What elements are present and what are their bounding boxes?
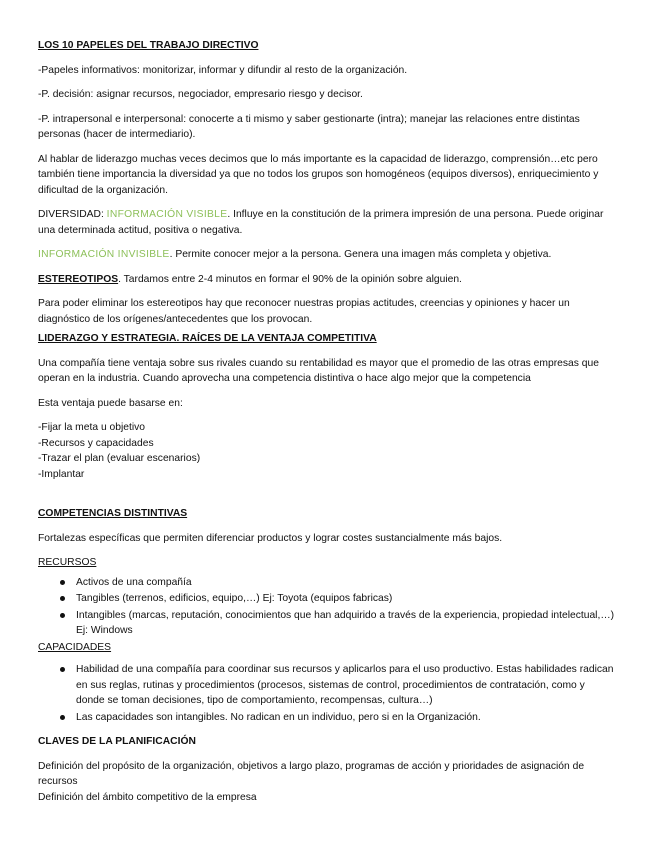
diversidad-label: DIVERSIDAD: [38,209,107,220]
subheading-capacidades: CAPACIDADES [38,641,112,653]
paragraph: Esta ventaja puede basarse en: [38,397,183,409]
list-item: Las capacidades son intangibles. No radican en un individuo, pero si en la Organización. [76,710,615,726]
paragraph-estereotipos [38,272,615,288]
paragraph-diversidad [38,207,615,238]
paragraph: Fortalezas específicas que permiten diferenciar productos y lograr costes sustancialmente más bajos. [38,532,503,544]
ventaja-list [38,420,615,482]
paragraph: Definición del ámbito competitivo de la empresa [38,791,257,803]
diversidad-text: . Influye en la constitución de la primera impresión de una persona. Puede originar una determinada actitud, positiva o negativa. [38,209,604,236]
list-item: -Recursos y capacidades [38,437,154,449]
estereotipos-text: . Tardamos entre 2-4 minutos en formar el 90% de la opinión sobre alguien. [118,273,462,285]
info-visible-term: INFORMACIÓN VISIBLE [106,209,228,220]
paragraph: -Papeles informativos: monitorizar, informar y difundir al resto de la organización. [38,64,408,76]
paragraph: Al hablar de liderazgo muchas veces decimos que lo más importante es la capacidad de liderazgo, comprensión…etc pero también tiene importancia la diversidad ya que no todos los grupos son homogéneos (equipos diversos), enriquecimiento y dificultad de la organización. [38,153,599,196]
info-invisible-term: INFORMACIÓN INVISIBLE [38,249,170,260]
list-item: Tangibles (terrenos, edificios, equipo,…) Ej: Toyota (equipos fabricas) [76,591,615,607]
list-item: Habilidad de una compañía para coordinar sus recursos y aplicarlos para el uso productivo. Estas habilidades radican en sus reglas, rutinas y procedimientos (procesos, sistemas de control, procedimientos de contratación, como y donde se toman decisiones, tipo de comportamiento, recompensas, cultura…) [76,662,615,709]
heading-papeles: LOS 10 PAPELES DEL TRABAJO DIRECTIVO [38,40,259,51]
paragraph: Una compañía tiene ventaja sobre sus rivales cuando su rentabilidad es mayor que el promedio de las otras empresas que operan en la industria. Cuando aprovecha una competencia distintiva o hace algo mejor que la competencia [38,357,599,384]
subheading-recursos: RECURSOS [38,557,97,568]
heading-competencias: COMPETENCIAS DISTINTIVAS [38,508,188,519]
recursos-list [38,575,615,639]
paragraph: -P. intrapersonal e interpersonal: conocerte a ti mismo y saber gestionarte (intra); manejar las relaciones entre distintas personas (hacer de intermediario). [38,113,580,140]
invisible-text: . Permite conocer mejor a la persona. Genera una imagen más completa y objetiva. [169,249,552,260]
list-item: -Fijar la meta u objetivo [38,422,146,433]
estereotipos-term: ESTEREOTIPOS [38,273,119,285]
paragraph: -P. decisión: asignar recursos, negociador, empresario riesgo y decisor. [38,89,363,100]
paragraph: Para poder eliminar los estereotipos hay que reconocer nuestras propias actitudes, creencias y opiniones y hacer un diagnóstico de los orígenes/antecedentes que los provocan. [38,298,570,325]
paragraph-invisible [38,247,615,263]
heading-claves: CLAVES DE LA PLANIFICACIÓN [38,736,196,747]
list-item: -Trazar el plan (evaluar escenarios) [38,453,201,464]
heading-liderazgo: LIDERAZGO Y ESTRATEGIA. RAÍCES DE LA VENTAJA COMPETITIVA [38,333,377,344]
capacidades-list [38,662,615,725]
list-item: Intangibles (marcas, reputación, conocimientos que han adquirido a través de la experiencia, propiedad intelectual,…) Ej: Windows [76,608,615,639]
list-item: -Implantar [38,468,85,480]
list-item: Activos de una compañía [76,575,615,591]
paragraph: Definición del propósito de la organización, objetivos a largo plazo, programas de acción y prioridades de asignación de recursos [38,760,585,787]
